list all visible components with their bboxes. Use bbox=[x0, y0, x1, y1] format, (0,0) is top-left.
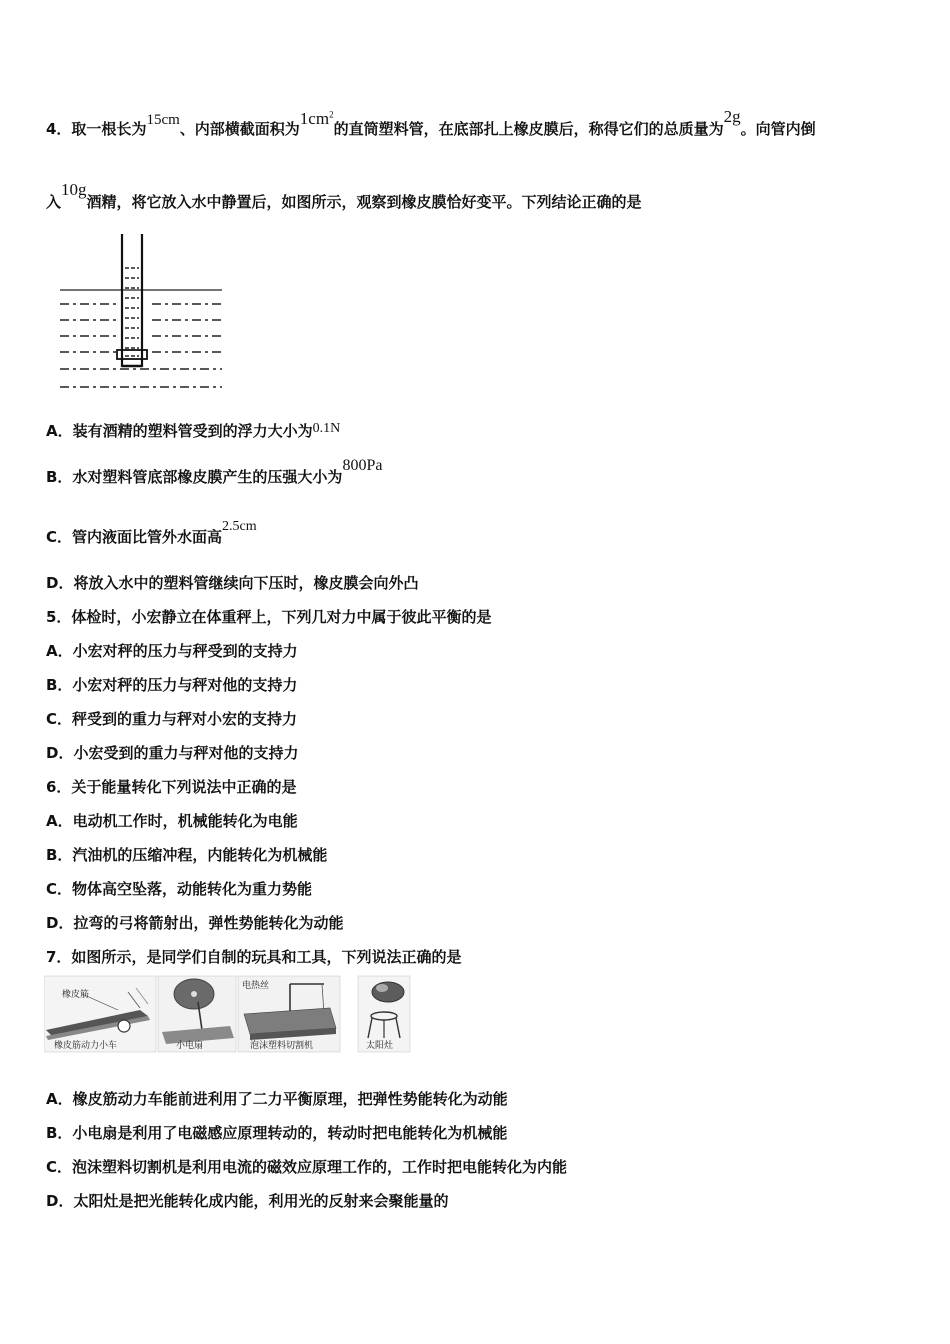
rubber-band-car-image bbox=[44, 976, 156, 1052]
q4-area-value: $1cm^2$ bbox=[299, 109, 334, 128]
q4-option-d: D．将放入水中的塑料管继续向下压时，橡皮膜会向外凸 bbox=[46, 574, 419, 592]
caption-foam-cutter: 泡沫塑料切割机 bbox=[250, 1041, 314, 1051]
q7-option-d: D．太阳灶是把光能转化成内能，利用光的反射来会聚能量的 bbox=[46, 1192, 449, 1210]
small-fan-image bbox=[158, 976, 236, 1052]
label-heating-wire: 电热丝 bbox=[242, 981, 270, 991]
q7-option-c: C．泡沫塑料切割机是利用电流的磁效应原理工作的，工作时把电能转化为内能 bbox=[46, 1158, 568, 1176]
caption-solar-cooker: 太阳灶 bbox=[366, 1041, 394, 1051]
q4-stem-line2 bbox=[46, 180, 642, 212]
q7-option-b: B．小电扇是利用了电磁感应原理转动的，转动时把电能转化为机械能 bbox=[46, 1124, 508, 1142]
q6-option-d: D．拉弯的弓将箭射出，弹性势能转化为动能 bbox=[46, 914, 344, 932]
q4-stem-line1 bbox=[46, 107, 816, 139]
q6-option-b: B．汽油机的压缩冲程，内能转化为机械能 bbox=[46, 846, 328, 864]
q4-area-exponent: 2 bbox=[329, 109, 334, 120]
q4-length-value: 15cm bbox=[146, 112, 180, 128]
q4-option-a-value: 0.1N bbox=[312, 421, 341, 436]
q4-text-3: 的直筒塑料管，在底部扎上橡皮膜后，称得它们的总质量为 bbox=[333, 120, 724, 138]
label-rubber: 橡皮筋 bbox=[62, 990, 90, 1000]
caption-rubber-car: 橡皮筋动力小车 bbox=[54, 1041, 118, 1051]
q5-option-a: A．小宏对秤的压力与秤受到的支持力 bbox=[46, 642, 298, 660]
q6-stem: 6．关于能量转化下列说法中正确的是 bbox=[46, 778, 297, 796]
q5-option-d: D．小宏受到的重力与秤对他的支持力 bbox=[46, 744, 299, 762]
q4-mass-value: 2g bbox=[723, 107, 741, 126]
q7-figure bbox=[44, 974, 412, 1054]
q4-text-2: 、内部横截面积为 bbox=[179, 120, 300, 138]
q6-option-c: C．物体高空坠落，动能转化为重力势能 bbox=[46, 880, 313, 898]
q4-tube-figure bbox=[56, 232, 226, 394]
solar-cooker-image bbox=[358, 976, 410, 1052]
q4-alcohol-mass-value: 10g bbox=[61, 180, 87, 199]
q4-option-c: C．管内液面比管外水面高2.5cm bbox=[46, 519, 257, 546]
q4-text-6: 酒精，将它放入水中静置后，如图所示，观察到橡皮膜恰好变平。下列结论正确的是 bbox=[86, 193, 642, 211]
q4-option-b-value: 800Pa bbox=[342, 457, 383, 474]
q4-text-4: 。向管内倒 bbox=[740, 120, 816, 138]
q6-option-a: A．电动机工作时，机械能转化为电能 bbox=[46, 812, 298, 830]
q4-text-1: 4．取一根长为 bbox=[46, 120, 147, 138]
q7-option-a: A．橡皮筋动力车能前进利用了二力平衡原理，把弹性势能转化为动能 bbox=[46, 1090, 508, 1108]
q5-stem: 5．体检时，小宏静立在体重秤上，下列几对力中属于彼此平衡的是 bbox=[46, 608, 492, 626]
q4-option-b: B．水对塑料管底部橡皮膜产生的压强大小为800Pa bbox=[46, 457, 383, 486]
q4-option-c-value: 2.5cm bbox=[222, 519, 257, 534]
q4-option-a: A．装有酒精的塑料管受到的浮力大小为0.1N bbox=[46, 421, 341, 440]
foam-cutter-image bbox=[238, 976, 340, 1052]
caption-small-fan: 小电扇 bbox=[176, 1041, 204, 1051]
q5-option-b: B．小宏对秤的压力与秤对他的支持力 bbox=[46, 676, 298, 694]
alcohol-dashes bbox=[125, 268, 139, 356]
q5-option-c: C．秤受到的重力与秤对小宏的支持力 bbox=[46, 710, 298, 728]
q7-stem: 7．如图所示，是同学们自制的玩具和工具，下列说法正确的是 bbox=[46, 948, 462, 966]
q4-text-5: 入 bbox=[46, 193, 62, 211]
